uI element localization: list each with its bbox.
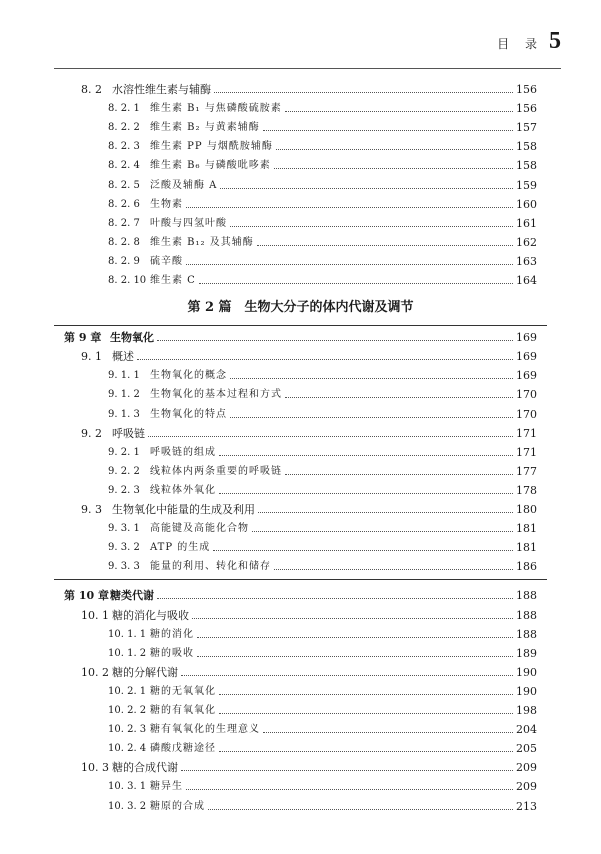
entry-title: 糖的吸收 — [150, 644, 197, 663]
subsection-entry[interactable] — [0, 405, 601, 424]
entry-number: 第 10 章 — [64, 589, 109, 603]
subsection-entry[interactable] — [0, 462, 601, 481]
entry-title: 硫辛酸 — [150, 252, 186, 271]
entry-number: 9. 1 — [81, 350, 102, 364]
dot-leader — [257, 245, 537, 246]
subsection-entry[interactable] — [0, 557, 601, 576]
dot-leader — [214, 92, 537, 93]
entry-page: 159 — [513, 176, 537, 195]
entry-page: 180 — [513, 500, 537, 519]
header-rule — [54, 68, 561, 69]
dot-leader — [181, 675, 537, 676]
header-label: 目 录 — [497, 37, 543, 51]
running-header — [497, 28, 561, 55]
entry-number: 10. 2 — [81, 665, 109, 679]
entry-number: 9. 3 — [81, 503, 102, 516]
subsection-entry[interactable] — [0, 366, 601, 385]
entry-page: 181 — [513, 519, 537, 538]
subsection-entry[interactable] — [0, 118, 601, 137]
entry-page: 161 — [513, 214, 537, 233]
dot-leader — [219, 694, 537, 695]
entry-title: 生物氧化的特点 — [150, 405, 230, 424]
dot-leader — [274, 168, 537, 169]
entry-page: 188 — [513, 625, 537, 644]
entry-page: 171 — [513, 424, 537, 443]
entry-number: 9. 3. 1 — [108, 523, 140, 535]
subsection-entry[interactable] — [0, 195, 601, 214]
entry-title: 生物素 — [150, 195, 186, 214]
entry-title: 维生素 B₁₂ 及其辅酶 — [150, 233, 257, 252]
entry-number: 8. 2. 8 — [108, 236, 140, 248]
subsection-entry[interactable] — [0, 625, 601, 644]
dot-leader — [197, 656, 537, 657]
entry-number: 10. 2. 3 — [108, 724, 147, 736]
dot-leader — [276, 149, 537, 150]
entry-page: 156 — [513, 99, 537, 118]
entry-page: 204 — [513, 720, 537, 739]
entry-page: 189 — [513, 644, 537, 663]
dot-leader — [219, 713, 537, 714]
entry-number: 9. 3. 3 — [108, 561, 140, 573]
dot-leader — [285, 397, 537, 398]
subsection-entry[interactable] — [0, 443, 601, 462]
entry-title: 能量的利用、转化和储存 — [150, 557, 274, 576]
subsection-entry[interactable] — [0, 271, 601, 290]
dot-leader — [148, 436, 537, 437]
part-heading: 第 2 篇 生物大分子的体内代谢及调节 — [187, 300, 414, 316]
subsection-entry[interactable] — [0, 720, 601, 739]
entry-title: 糖的无氧氧化 — [150, 682, 219, 701]
entry-title: 概述 — [112, 347, 137, 366]
entry-page: 158 — [513, 156, 537, 175]
entry-title: 糖的消化与吸收 — [112, 606, 192, 625]
subsection-entry[interactable] — [0, 777, 601, 796]
entry-number: 10. 3 — [81, 761, 109, 775]
entry-number: 8. 2. 7 — [108, 217, 140, 229]
subsection-entry[interactable] — [0, 797, 601, 816]
entry-title: 生物氧化的基本过程和方式 — [150, 385, 285, 404]
subsection-entry[interactable] — [0, 644, 601, 663]
dot-leader — [263, 732, 537, 733]
section-entry[interactable] — [0, 347, 601, 366]
entry-title: 线粒体内两条重要的呼吸链 — [150, 462, 285, 481]
entry-number: 10. 1 — [81, 608, 109, 622]
entry-number: 9. 2. 2 — [108, 465, 140, 477]
subsection-entry[interactable] — [0, 385, 601, 404]
entry-number: 9. 2. 3 — [108, 484, 140, 496]
dot-leader — [186, 207, 537, 208]
entry-title: ATP 的生成 — [150, 538, 213, 557]
entry-number: 10. 3. 2 — [108, 800, 147, 812]
entry-page: 163 — [513, 252, 537, 271]
entry-page: 177 — [513, 462, 537, 481]
section-entry[interactable] — [0, 758, 601, 777]
subsection-entry[interactable] — [0, 519, 601, 538]
section-entry[interactable] — [0, 80, 601, 99]
entry-page: 181 — [513, 538, 537, 557]
entry-number: 10. 1. 1 — [108, 628, 147, 640]
entry-title: 磷酸戊糖途径 — [150, 739, 219, 758]
dot-leader — [181, 770, 537, 771]
entry-number: 9. 1. 3 — [108, 408, 140, 420]
entry-number: 10. 3. 1 — [108, 781, 147, 793]
dot-leader — [213, 550, 537, 551]
dot-leader — [285, 474, 537, 475]
entry-title: 糖的有氧氧化 — [150, 701, 219, 720]
entry-page: 169 — [513, 328, 537, 347]
subsection-entry[interactable] — [0, 252, 601, 271]
entry-title: 呼吸链的组成 — [150, 443, 219, 462]
entry-page: 169 — [513, 347, 537, 366]
entry-page: 164 — [513, 271, 537, 290]
section-rule — [54, 579, 547, 580]
entry-page: 209 — [513, 758, 537, 777]
section-entry[interactable] — [0, 663, 601, 682]
entry-page: 198 — [513, 701, 537, 720]
entry-page: 178 — [513, 481, 537, 500]
entry-page: 190 — [513, 663, 537, 682]
dot-leader — [219, 751, 537, 752]
entry-page: 156 — [513, 80, 537, 99]
entry-title: 维生素 PP 与烟酰胺辅酶 — [150, 137, 276, 156]
entry-title: 高能键及高能化合物 — [150, 519, 252, 538]
entry-page: 158 — [513, 137, 537, 156]
subsection-entry[interactable] — [0, 701, 601, 720]
entry-page: 157 — [513, 118, 537, 137]
entry-number: 8. 2. 10 — [108, 275, 147, 286]
dot-leader — [220, 188, 537, 189]
entry-title: 维生素 B₁ 与焦磷酸硫胺素 — [150, 99, 285, 118]
subsection-entry[interactable] — [0, 137, 601, 156]
entry-page: 188 — [513, 606, 537, 625]
dot-leader — [285, 111, 537, 112]
entry-page: 160 — [513, 195, 537, 214]
entry-page: 170 — [513, 405, 537, 424]
entry-number: 8. 2. 4 — [108, 160, 140, 172]
entry-title: 呼吸链 — [112, 424, 148, 443]
chapter-entry[interactable] — [0, 586, 601, 605]
section-rule — [54, 325, 547, 326]
entry-number: 8. 2. 2 — [108, 122, 140, 134]
dot-leader — [230, 378, 537, 379]
entry-page: 170 — [513, 385, 537, 404]
entry-title: 生物氧化 — [110, 328, 157, 347]
dot-leader — [230, 226, 537, 227]
entry-number: 9. 1. 1 — [108, 370, 140, 382]
entry-page: 186 — [513, 557, 537, 576]
entry-number: 8. 2. 9 — [108, 255, 140, 267]
entry-title: 糖原的合成 — [150, 797, 208, 816]
entry-page: 171 — [513, 443, 537, 462]
subsection-entry[interactable] — [0, 156, 601, 175]
dot-leader — [186, 264, 537, 265]
entry-number: 8. 2. 1 — [108, 103, 140, 115]
dot-leader — [230, 417, 537, 418]
section-entry[interactable] — [0, 606, 601, 625]
entry-number: 9. 3. 2 — [108, 542, 140, 554]
entry-title: 维生素 C — [150, 271, 199, 290]
entry-number: 8. 2. 5 — [108, 179, 140, 191]
dot-leader — [157, 340, 537, 341]
entry-page: 188 — [513, 586, 537, 605]
entry-number: 9. 2 — [81, 426, 102, 440]
dot-leader — [252, 531, 537, 532]
subsection-entry[interactable] — [0, 682, 601, 701]
entry-title: 糖异生 — [150, 777, 186, 796]
subsection-entry[interactable] — [0, 99, 601, 118]
entry-page: 162 — [513, 233, 537, 252]
dot-leader — [274, 569, 537, 570]
entry-title: 叶酸与四氢叶酸 — [150, 214, 230, 233]
dot-leader — [258, 512, 537, 513]
page-number: 5 — [549, 28, 561, 54]
entry-number: 8. 2. 3 — [108, 141, 140, 153]
entry-title: 维生素 B₆ 与磷酸吡哆素 — [150, 156, 274, 175]
dot-leader — [186, 789, 537, 790]
entry-title: 泛酸及辅酶 A — [150, 176, 220, 195]
entry-number: 10. 2. 2 — [108, 705, 147, 716]
entry-number: 8. 2. 6 — [108, 198, 140, 210]
entry-number: 9. 2. 1 — [108, 446, 140, 458]
dot-leader — [199, 283, 537, 284]
entry-title: 糖有氧氧化的生理意义 — [150, 720, 263, 739]
entry-page: 190 — [513, 682, 537, 701]
dot-leader — [137, 359, 537, 360]
section-entry[interactable] — [0, 500, 601, 519]
entry-title: 维生素 B₂ 与黄素辅酶 — [150, 118, 263, 137]
subsection-entry[interactable] — [0, 233, 601, 252]
dot-leader — [192, 618, 537, 619]
entry-number: 10. 2. 4 — [108, 743, 147, 755]
subsection-entry[interactable] — [0, 739, 601, 758]
subsection-entry[interactable] — [0, 481, 601, 500]
entry-page: 205 — [513, 739, 537, 758]
entry-number: 9. 1. 2 — [108, 389, 140, 401]
entry-page: 213 — [513, 797, 537, 816]
entry-title: 水溶性维生素与辅酶 — [112, 80, 214, 99]
entry-number: 10. 1. 2 — [108, 647, 147, 659]
section-entry[interactable] — [0, 424, 601, 443]
entry-number: 10. 2. 1 — [108, 685, 147, 697]
dot-leader — [263, 130, 537, 131]
subsection-entry[interactable] — [0, 538, 601, 557]
dot-leader — [219, 455, 537, 456]
subsection-entry[interactable] — [0, 214, 601, 233]
entry-page: 169 — [513, 366, 537, 385]
entry-page: 209 — [513, 777, 537, 796]
entry-title: 生物氧化的概念 — [150, 366, 230, 385]
chapter-entry[interactable] — [0, 328, 601, 347]
dot-leader — [157, 598, 537, 599]
entry-title: 糖类代谢 — [110, 586, 157, 605]
entry-number: 第 9 章 — [64, 331, 102, 345]
entry-title: 生物氧化中能量的生成及利用 — [112, 500, 258, 519]
dot-leader — [219, 493, 537, 494]
dot-leader — [208, 809, 537, 810]
subsection-entry[interactable] — [0, 176, 601, 195]
entry-number: 8. 2 — [81, 83, 102, 96]
dot-leader — [197, 637, 537, 638]
entry-title: 糖的合成代谢 — [112, 758, 181, 777]
entry-title: 糖的消化 — [150, 625, 197, 644]
entry-title: 线粒体外氧化 — [150, 481, 219, 500]
entry-title: 糖的分解代谢 — [112, 663, 181, 682]
